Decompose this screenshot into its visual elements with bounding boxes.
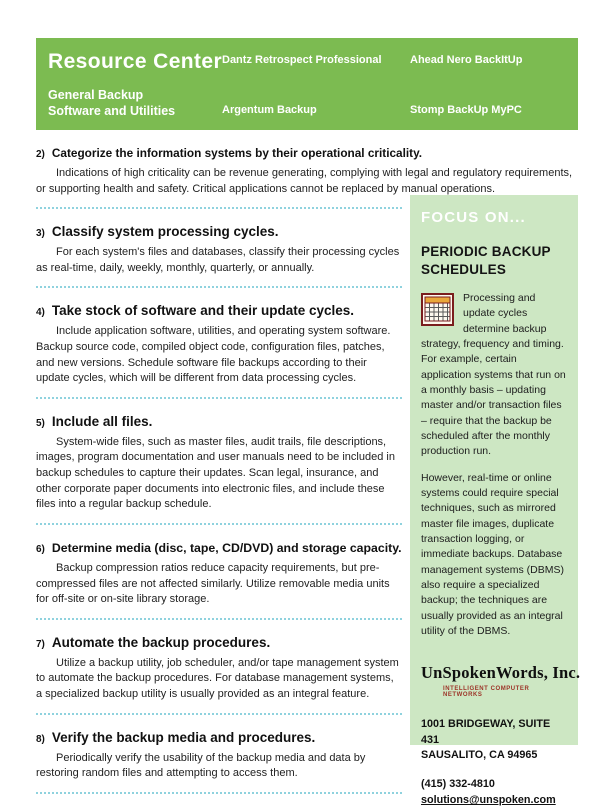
section-number: 3)	[36, 228, 45, 240]
company-address	[421, 717, 567, 763]
sidebar-paragraph-block	[421, 291, 567, 460]
section-number: 2)	[36, 149, 45, 160]
section-number: 5)	[36, 417, 45, 429]
focus-topic: PERIODIC BACKUP SCHEDULES	[421, 244, 551, 277]
section-number: 4)	[36, 307, 45, 319]
address-line2: SAUSALITO, CA 94965	[421, 748, 538, 761]
focus-label: FOCUS ON...	[421, 209, 526, 226]
section-title: Automate the backup procedures.	[51, 634, 271, 650]
sidebar-paragraph: Processing and update cycles determine backup strategy, frequency and timing. For example, certain application systems that run on a monthly basis – updating master and/or transaction files – require that the backup be scheduled after the monthly production run.	[421, 292, 566, 458]
dotted-separator	[36, 523, 402, 525]
section-body: For each system's files and databases, classify their processing cycles as real-time, daily, weekly, monthly, quarterly, or annually.	[36, 246, 400, 274]
section-body: Periodically verify the usability of the backup media and data by restoring random files and attempting to access them.	[36, 751, 366, 780]
section-title: Verify the backup media and procedures.	[51, 729, 316, 745]
section-title: Include all files.	[51, 413, 153, 429]
company-phone: (415) 332-4810	[421, 778, 495, 791]
section-body: System-wide files, such as master files, audit trails, file descriptions, images, program documentation and user manuals need to be included in backup schedules to capture their updates. Scan legal, insurance, and other corporate paper documents into electronic files, and include these files into a regular backup schedule.	[36, 435, 395, 511]
company-logo-text: UnSpokenWords, Inc.	[421, 663, 581, 683]
masthead	[36, 38, 578, 130]
product-name: Ahead Nero BackItUp	[410, 54, 523, 66]
section-body: Backup compression ratios reduce capacity requirements, but pre-compressed files are not affected similarly. Utilize removable media units for off-site or on-site library storage.	[36, 561, 390, 606]
section-number: 7)	[36, 638, 45, 650]
section-heading	[36, 144, 578, 162]
sidebar-paragraph: However, real-time or online systems could require special techniques, such as mirrored master file images, duplicate transaction logging, or immediate backups. Database management systems (DBMS) also require a specialized backup; the techniques are usually provided as an integral utility of the DBMS.	[421, 471, 564, 637]
section-title: Classify system processing cycles.	[51, 224, 279, 240]
page-subtitle	[48, 88, 175, 119]
dotted-separator	[36, 618, 402, 620]
dotted-separator	[36, 286, 402, 288]
section-body: Indications of high criticality can be revenue generating, complying with legal and regulatory requirements, or supporting health and safety. Critical applications cannot be replaced by manual operations.	[36, 167, 573, 195]
section-title: Take stock of software and their update cycles.	[51, 303, 355, 319]
sidebar-paragraph-block	[421, 471, 567, 640]
section-body: Utilize a backup utility, job scheduler, and/or tape management system to automate the backup procedures. For database management systems, a specialized backup utility is usually provided as an integral feature.	[36, 656, 399, 700]
section-number: 6)	[36, 543, 45, 555]
page-title: Resource Center	[48, 50, 223, 73]
dotted-separator	[36, 792, 402, 794]
section-title: Categorize the information systems by their operational criticality.	[51, 146, 423, 160]
product-name: Stomp BackUp MyPC	[410, 104, 522, 116]
page-subtitle-line1: General Backup	[48, 88, 144, 102]
dotted-separator	[36, 207, 402, 209]
dotted-separator	[36, 713, 402, 715]
section-number: 8)	[36, 733, 45, 745]
company-tagline: INTELLIGENT COMPUTER NETWORKS	[443, 686, 530, 699]
dotted-separator	[36, 397, 402, 399]
section-title: Determine media (disc, tape, CD/DVD) and storage capacity.	[51, 540, 402, 555]
product-name: Dantz Retrospect Professional	[222, 54, 382, 66]
focus-sidebar	[410, 195, 581, 807]
company-email-link[interactable]: solutions@unspoken.com	[421, 794, 556, 807]
address-line1: 1001 BRIDGEWAY, SUITE 431	[421, 718, 551, 746]
page-subtitle-line2: Software and Utilities	[48, 103, 176, 118]
product-name: Argentum Backup	[222, 104, 317, 116]
section-body: Include application software, utilities, and operating system software. Backup source code, compiled object code, configuration files, patches, and new versions. Schedule software file backups according to their update cycles, which will be different from data processing cycles.	[36, 325, 391, 385]
calendar-icon	[421, 293, 455, 332]
